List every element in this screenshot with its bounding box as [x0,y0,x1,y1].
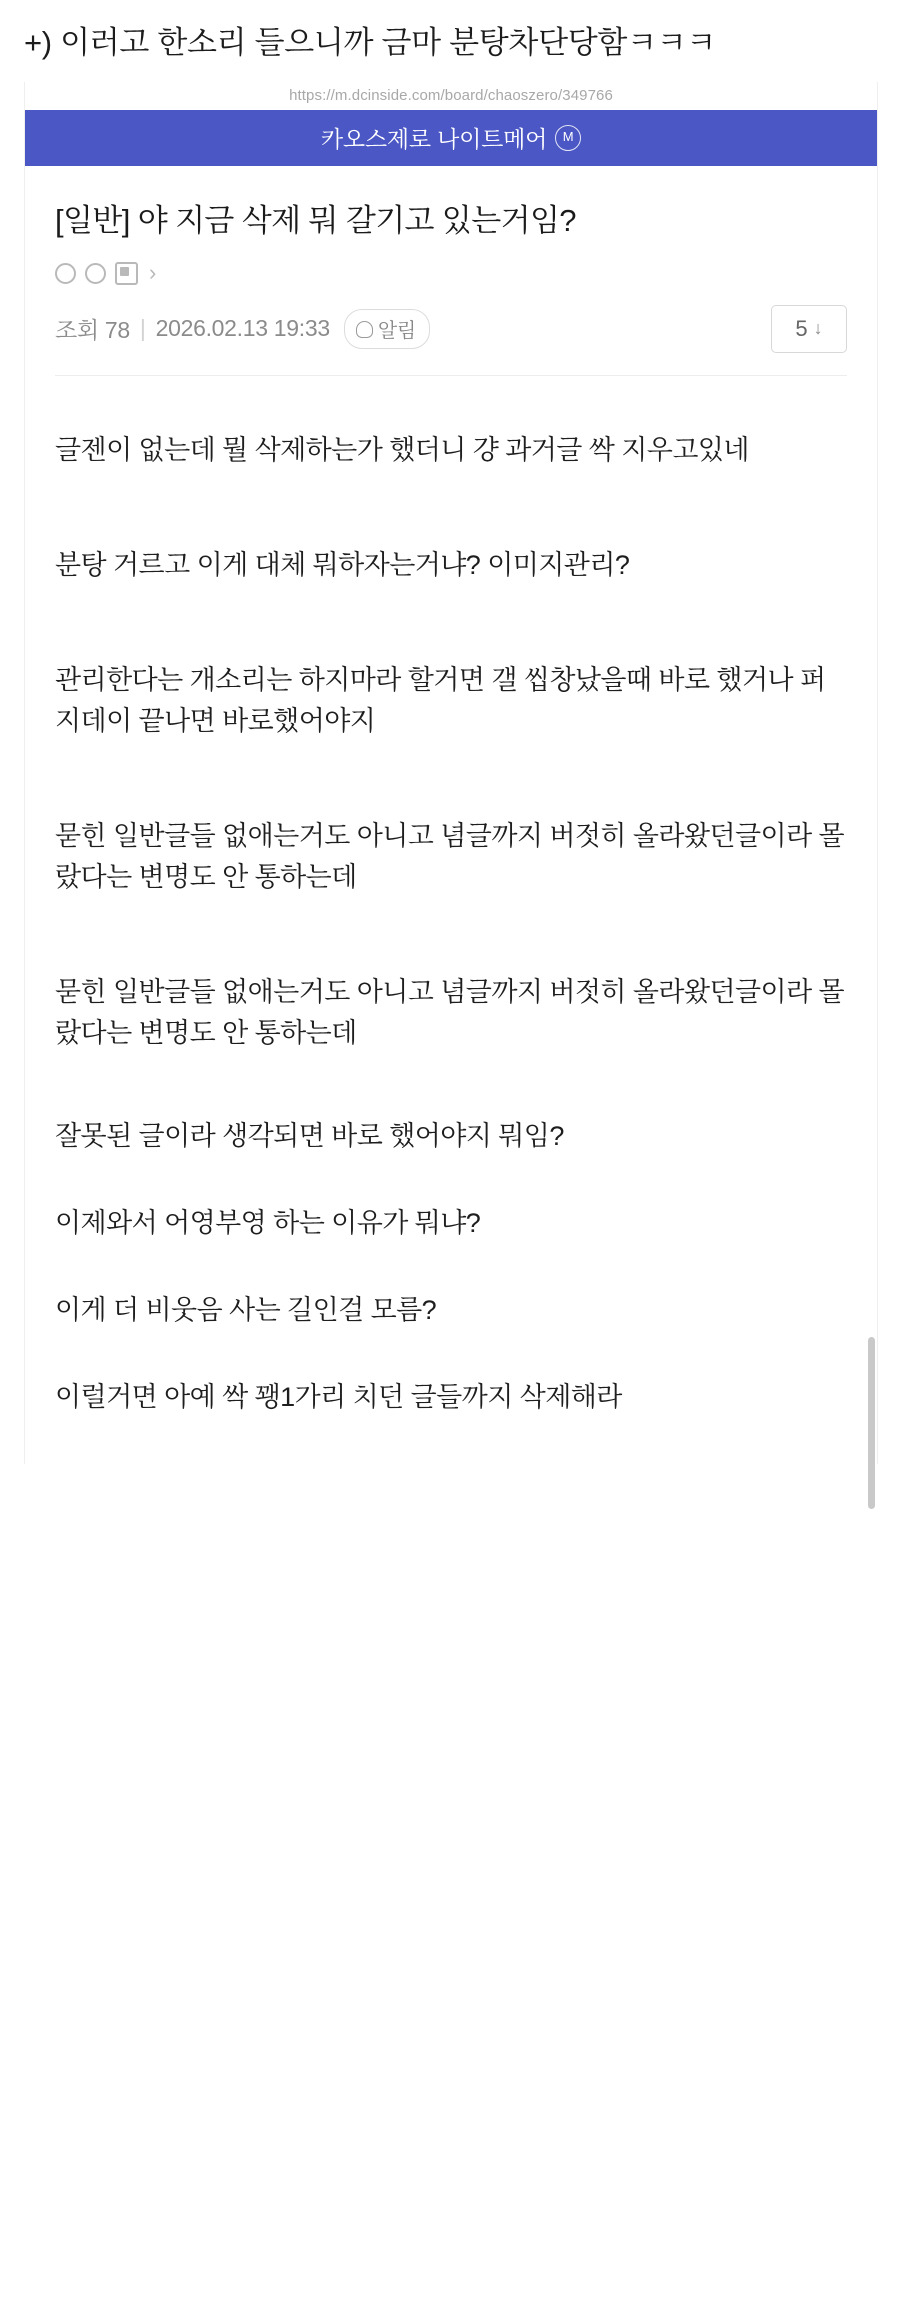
chevron-down-icon: ↓ [813,318,823,339]
caption-text: +) 이러고 한소리 들으니까 금마 분탕차단당함ㅋㅋㅋ [24,25,716,60]
minor-gallery-badge-icon: M [555,125,581,151]
post-paragraph: 잘못된 글이라 생각되면 바로 했어야지 뭐임? [55,1120,564,1151]
post-paragraph: 이게 더 비웃음 사는 길인걸 모름? [55,1295,437,1325]
url-text: https://m.dcinside.com/board/chaoszero/349766 [289,87,613,105]
post-meta-left [55,309,430,349]
post-author-row [55,254,847,295]
bell-icon [356,321,373,338]
post-body [55,376,847,1464]
site-app-bar [25,110,877,166]
post-paragraph: 묻힌 일반글들 없애는거도 아니고 념글까지 버젓히 올라왔던글이라 몰랐다는 변명도 안 통하는데 [55,976,845,1048]
post-container [25,166,877,1464]
gallery-title: 카오스제로 나이트메어 [320,126,548,153]
chevron-right-icon[interactable]: › [149,260,157,286]
comment-count-value: 5 [795,315,808,341]
meta-separator: | [139,315,146,342]
browser-url-bar [25,82,877,110]
avatar-circle-icon [55,263,76,284]
alarm-button[interactable] [344,309,430,349]
post-date: 2026.02.13 19:33 [155,315,330,342]
avatar-circle-icon [85,263,106,284]
alarm-label: 알림 [377,319,416,342]
post-meta-row [55,295,847,376]
post-paragraph: 관리한다는 개소리는 하지마라 할거면 갤 씹창났을때 바로 했거나 퍼지데이 끝나면 바로했어야지 [55,664,826,736]
post-paragraph: 이제와서 어영부영 하는 이유가 뭐냐? [55,1207,481,1238]
scrollbar-thumb[interactable] [868,1337,875,1509]
post-paragraph: 분탕 거르고 이게 대체 뭐하자는거냐? 이미지관리? [55,549,630,580]
post-paragraph: 묻힌 일반글들 없애는거도 아니고 념글까지 버젓히 올라왔던글이라 몰랐다는 변명도 안 통하는데 [55,820,845,892]
nickname-badge-icon [115,262,138,285]
embedded-browser-screenshot [24,82,878,1464]
post-paragraph: 글젠이 없는데 뭘 삭제하는가 했더니 걍 과거글 싹 지우고있네 [55,434,749,465]
post-title: [일반] 야 지금 삭제 뭐 갈기고 있는거임? [55,202,576,238]
view-count: 조회 78 [55,317,130,344]
comment-count-button[interactable] [771,305,847,353]
post-paragraph: 이럴거면 아예 싹 꽹1가리 치던 글들까지 삭제해라 [55,1382,622,1413]
